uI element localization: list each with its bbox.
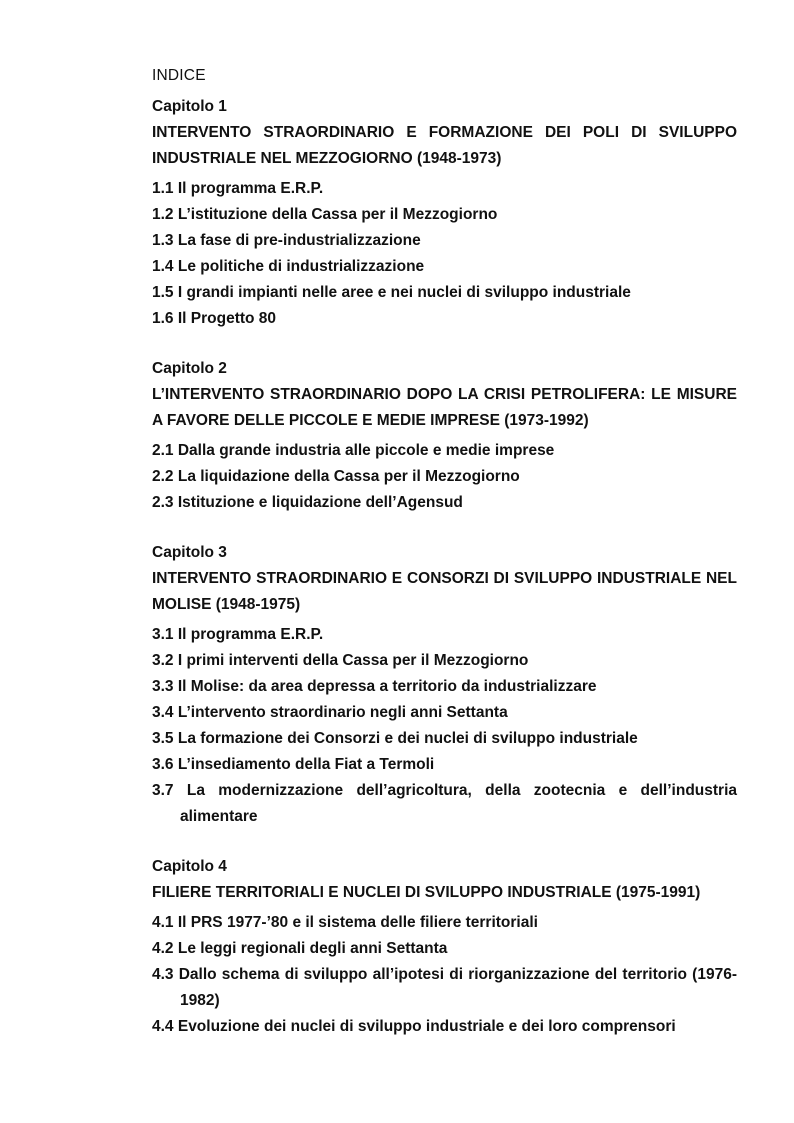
- section-item: 3.3 Il Molise: da area depressa a territorio da industrializzare: [152, 678, 597, 695]
- chapter-heading: INTERVENTO STRAORDINARIO E FORMAZIONE DEI POLI DI SVILUPPO INDUSTRIALE NEL MEZZOGIORNO (1948-1973): [152, 124, 737, 167]
- chapter-4: [152, 854, 737, 1040]
- section-item: 1.3 La fase di pre-industrializzazione: [152, 232, 421, 249]
- chapter-label: Capitolo 1: [152, 98, 227, 115]
- section-list: [152, 622, 737, 830]
- section-item: 4.3 Dallo schema di sviluppo all’ipotesi di riorganizzazione del territorio (1976-1982): [152, 966, 737, 1009]
- chapter-heading: INTERVENTO STRAORDINARIO E CONSORZI DI SVILUPPO INDUSTRIALE NEL MOLISE (1948-1975): [152, 570, 737, 613]
- section-list: [152, 176, 737, 332]
- section-item: 3.5 La formazione dei Consorzi e dei nuclei di sviluppo industriale: [152, 730, 638, 747]
- chapter-heading: L’INTERVENTO STRAORDINARIO DOPO LA CRISI PETROLIFERA: LE MISURE A FAVORE DELLE PICCOLE E MEDIE IMPRESE (1973-1992): [152, 386, 737, 429]
- section-item: 3.2 I primi interventi della Cassa per il Mezzogiorno: [152, 652, 529, 669]
- section-item: 2.3 Istituzione e liquidazione dell’Agensud: [152, 494, 463, 511]
- chapter-3: [152, 540, 737, 830]
- section-item: 3.7 La modernizzazione dell’agricoltura, della zootecnia e dell’industria alimentare: [152, 782, 737, 825]
- section-item: 1.6 Il Progetto 80: [152, 310, 277, 327]
- section-item: 1.1 Il programma E.R.P.: [152, 180, 324, 197]
- section-item: 4.2 Le leggi regionali degli anni Settanta: [152, 940, 448, 957]
- section-item: 1.4 Le politiche di industrializzazione: [152, 258, 425, 275]
- section-item: 3.6 L’insediamento della Fiat a Termoli: [152, 756, 435, 773]
- chapter-2: [152, 356, 737, 516]
- section-item: 1.2 L’istituzione della Cassa per il Mezzogiorno: [152, 206, 498, 223]
- section-item: 4.1 Il PRS 1977-’80 e il sistema delle filiere territoriali: [152, 914, 538, 931]
- section-list: [152, 910, 737, 1040]
- table-of-contents: [152, 66, 737, 1064]
- chapter-heading: FILIERE TERRITORIALI E NUCLEI DI SVILUPPO INDUSTRIALE (1975-1991): [152, 884, 701, 901]
- chapter-1: [152, 94, 737, 332]
- chapter-label: Capitolo 4: [152, 858, 227, 875]
- section-item: 3.1 Il programma E.R.P.: [152, 626, 324, 643]
- section-item: 2.2 La liquidazione della Cassa per il Mezzogiorno: [152, 468, 520, 485]
- chapter-label: Capitolo 3: [152, 544, 227, 561]
- section-item: 1.5 I grandi impianti nelle aree e nei nuclei di sviluppo industriale: [152, 284, 631, 301]
- chapter-label: Capitolo 2: [152, 360, 227, 377]
- section-item: 2.1 Dalla grande industria alle piccole e medie imprese: [152, 442, 555, 459]
- section-item: 4.4 Evoluzione dei nuclei di sviluppo industriale e dei loro comprensori: [152, 1018, 676, 1035]
- index-title: INDICE: [152, 67, 206, 84]
- section-list: [152, 438, 737, 516]
- section-item: 3.4 L’intervento straordinario negli anni Settanta: [152, 704, 508, 721]
